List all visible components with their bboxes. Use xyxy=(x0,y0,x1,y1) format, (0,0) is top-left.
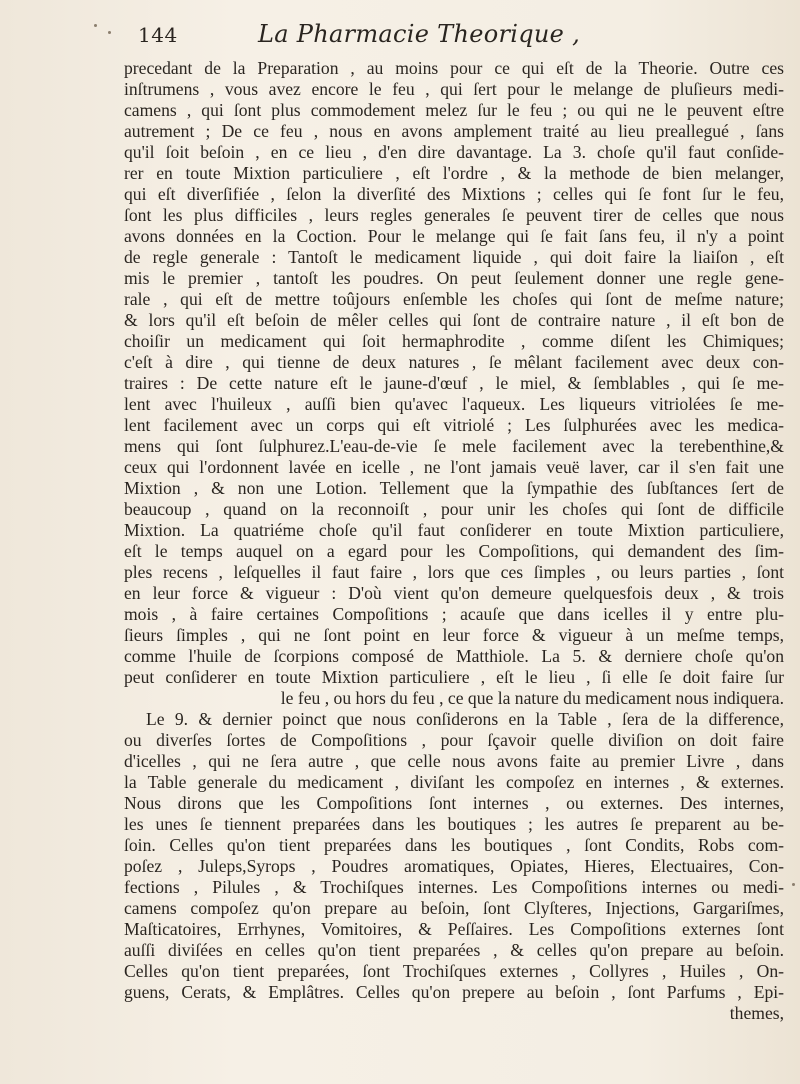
text-line: auſſi diviſées en celles qu'on tient preparées , & celles qu'on prepare au beſoin. xyxy=(124,940,784,960)
body-text xyxy=(124,58,784,1068)
text-line: ou diverſes ſortes de Compoſitions , pour ſçavoir quelle diviſion on doit faire xyxy=(124,730,784,750)
text-line: d'icelles , qui ne ſera autre , que celle nous avons faite au premier Livre , dans xyxy=(124,751,784,771)
text-line: ſont les plus difficiles , leurs regles generales ſe peuvent tirer de celles que nous xyxy=(124,205,784,225)
text-line: Nous dirons que les Compoſitions ſont internes , ou externes. Des internes, xyxy=(124,793,784,813)
text-line: rer en toute Mixtion particuliere , eſt l'ordre , & la methode de bien melanger, xyxy=(124,163,784,183)
text-line: peut conſiderer en toute Mixtion particuliere , eſt le lieu , ſi elle ſe doit faire ſur xyxy=(124,667,784,687)
text-line: c'eſt à dire , qui tienne de deux natures , ſe mêlant facilement avec deux con- xyxy=(124,352,784,372)
text-line: & lors qu'il eſt beſoin de mêler celles qui ſont de contraire nature , il eſt bon de xyxy=(124,310,784,330)
running-title: La Pharmacie Theorique , xyxy=(258,20,581,48)
text-line: Mixtion. La quatriéme choſe qu'il faut conſiderer en toute Mixtion particuliere, xyxy=(124,520,784,540)
text-line: poſez , Juleps,Syrops , Poudres aromatiques, Opiates, Hieres, Electuaires, Con- xyxy=(124,856,784,876)
text-line: en leur force & vigueur : D'où vient qu'on demeure quelquesfois deux , & trois xyxy=(124,583,784,603)
text-line: avons données en la Coction. Pour le melange qui ſe fait ſans feu, il n'y a point xyxy=(124,226,784,246)
text-line: la Table generale du medicament , diviſant les compoſez en internes , & externes. xyxy=(124,772,784,792)
text-line: mois , à faire certaines Compoſitions ; acauſe que dans icelles il y entre plu- xyxy=(124,604,784,624)
text-line: mens qui ſont ſulphurez.L'eau-de-vie ſe mele facilement avec la terebenthine,& xyxy=(124,436,784,456)
paper-speck xyxy=(94,24,97,27)
text-line: fections , Pilules , & Trochiſques internes. Les Compoſitions internes ou medi- xyxy=(124,877,784,897)
paper-speck xyxy=(108,31,111,34)
text-line: de regle generale : Tantoſt le medicament liquide , qui doit faire la liaiſon , eſt xyxy=(124,247,784,267)
text-line: guens, Cerats, & Emplâtres. Celles qu'on prepere au beſoin , ſont Parfums , Epi- xyxy=(124,982,784,1002)
text-line: le feu , ou hors du feu , ce que la nature du medicament nous indiquera. xyxy=(280,688,784,708)
text-line: ſoin. Celles qu'on tient preparées dans les boutiques , ſont Condits, Robs com- xyxy=(124,835,784,855)
text-line: inſtrumens , vous avez encore le feu , qui ſert pour le melange de pluſieurs medi- xyxy=(124,79,784,99)
text-line: eſt le temps auquel on a egard pour les Compoſitions, qui demandent des ſim- xyxy=(124,541,784,561)
text-line: themes, xyxy=(729,1003,784,1023)
text-line: rale , qui eſt de mettre toûjours enſemble les choſes qui ſont de meſme nature; xyxy=(124,289,784,309)
text-line: lent facilement avec un corps qui eſt vitriolé ; Les ſulphurées avec les medica- xyxy=(124,415,784,435)
text-line: ples recens , leſquelles il faut faire , lors que ces ſimples , ou leurs parties , ſont xyxy=(124,562,784,582)
text-line: camens , qui ſont plus commodement melez ſur le feu ; ou qui ne le peuvent eſtre xyxy=(124,100,784,120)
text-line: Le 9. & dernier poinct que nous conſiderons en la Table , ſera de la difference, xyxy=(146,709,784,729)
page-header xyxy=(138,20,700,54)
text-line: precedant de la Preparation , au moins pour ce qui eſt de la Theorie. Outre ces xyxy=(124,58,784,78)
text-line: Mixtion , & non une Lotion. Tellement que la ſympathie des ſubſtances ſert de xyxy=(124,478,784,498)
text-line: camens compoſez qu'on prepare au beſoin, ſont Clyſteres, Injections, Gargariſmes, xyxy=(124,898,784,918)
text-line: les unes ſe tiennent preparées dans les boutiques ; les autres ſe preparent au be- xyxy=(124,814,784,834)
text-line: choiſir un medicament qui ſoit hermaphrodite , comme diſent les Chimiques; xyxy=(124,331,784,351)
page-number: 144 xyxy=(138,23,178,47)
text-line: ſieurs ſimples , qui ne ſont point en leur force & vigueur à un meſme temps, xyxy=(124,625,784,645)
text-line: comme l'huile de ſcorpions composé de Matthiole. La 5. & derniere choſe qu'on xyxy=(124,646,784,666)
text-line: beaucoup , quand on la reconnoiſt , pour unir les choſes qui ſont de difficile xyxy=(124,499,784,519)
text-line: autrement ; De ce feu , nous en avons amplement traité au lieu preallegué , ſans xyxy=(124,121,784,141)
text-line: lent avec l'huileux , auſſi bien qu'avec l'aqueux. Les liqueurs vitriolées ſe me- xyxy=(124,394,784,414)
text-line: qui eſt diverſifiée , ſelon la diverſité des Mixtions ; celles qui ſe font ſur le feu, xyxy=(124,184,784,204)
text-line: ceux qui l'ordonnent lavée en icelle , ne l'ont jamais veuë laver, car il s'en fait une xyxy=(124,457,784,477)
text-line: mis le premier , tantoſt les poudres. On peut ſeulement donner une regle gene- xyxy=(124,268,784,288)
paper-speck xyxy=(792,883,795,886)
text-line: traires : De cette nature eſt le jaune-d'œuf , le miel, & ſemblables , qui ſe me- xyxy=(124,373,784,393)
text-line: Maſticatoires, Errhynes, Vomitoires, & Peſſaires. Les Compoſitions externes ſont xyxy=(124,919,784,939)
text-line: Celles qu'on tient preparées, ſont Trochiſques externes , Collyres , Huiles , On- xyxy=(124,961,784,981)
text-line: qu'il ſoit beſoin , en ce lieu , d'en dire davantage. La 3. choſe qu'il faut conſide- xyxy=(124,142,784,162)
